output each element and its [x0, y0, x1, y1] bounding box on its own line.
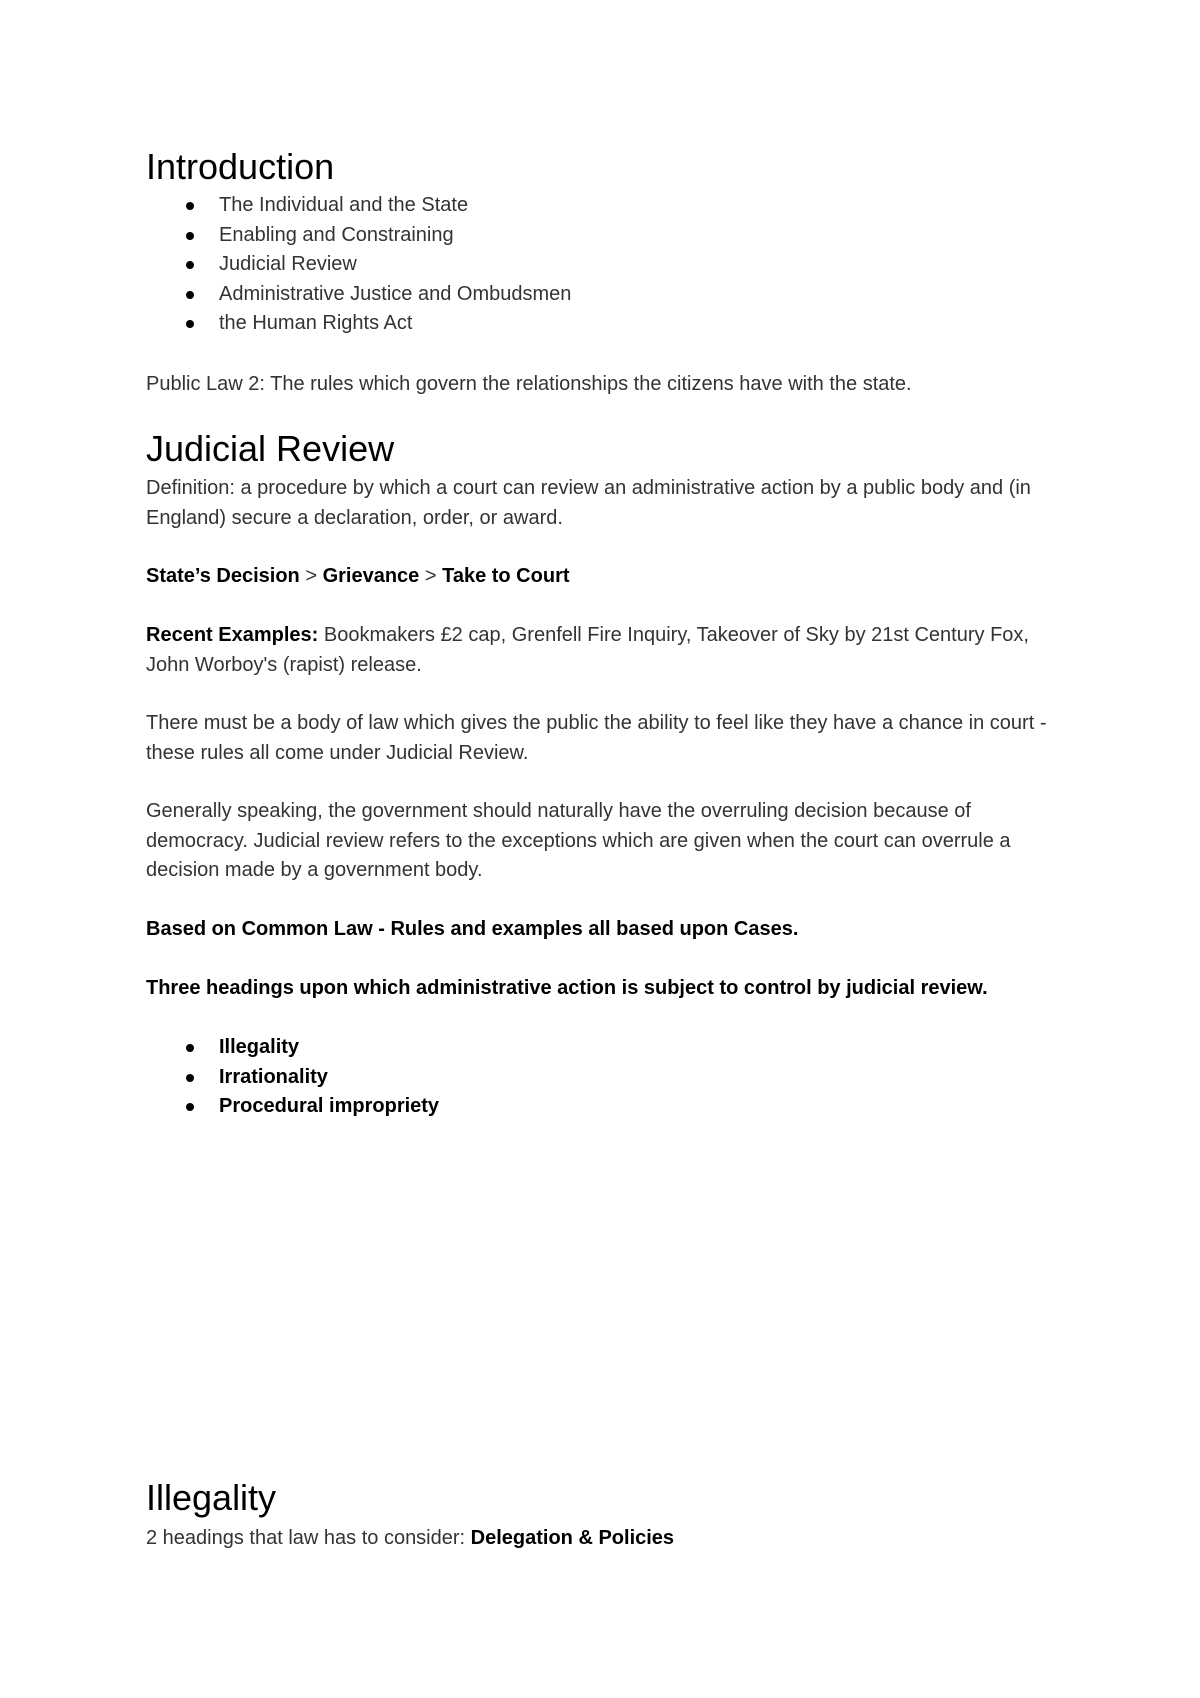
intro-topic-list [146, 191, 571, 339]
bullet-icon [186, 1074, 194, 1082]
bullet-icon [186, 232, 194, 240]
list-item: Enabling and Constraining [146, 221, 571, 251]
illegality-lead-paragraph: 2 headings that law has to consider: Delegation & Policies [146, 1527, 675, 1549]
list-item: Illegality [146, 1033, 439, 1063]
definition-paragraph: Definition: a procedure by which a court can review an administrative action by a public body and (in England) secure a declaration, order, or award. [146, 477, 1031, 529]
flow-step-grievance: Grievance [322, 565, 420, 587]
recent-examples-paragraph [146, 621, 1076, 680]
bullet-icon [186, 1103, 194, 1111]
recent-examples-text: Bookmakers £2 cap, Grenfell Fire Inquiry, Takeover of Sky by 21st Century Fox, John Worboy's (rapist) release. [146, 624, 1029, 676]
flow-separator: > [419, 565, 443, 587]
list-item: Irrationality [146, 1063, 439, 1093]
bullet-icon [186, 261, 194, 269]
list-item: the Human Rights Act [146, 309, 571, 339]
heading-introduction: Introduction [146, 146, 335, 187]
heading-judicial-review: Judicial Review [146, 428, 395, 469]
flow-separator: > [299, 565, 323, 587]
bullet-icon [186, 1044, 194, 1052]
list-item: The Individual and the State [146, 191, 571, 221]
generally-speaking-paragraph: Generally speaking, the government should naturally have the overruling decision because of democracy. Judicial review refers to the exceptions which are given when the court can overrule a decision made by a government body. [146, 800, 1011, 881]
list-item: Procedural impropriety [146, 1092, 439, 1122]
decision-flow [146, 562, 1076, 592]
list-item: Judicial Review [146, 250, 571, 280]
flow-step-court: Take to Court [442, 565, 570, 587]
bullet-icon [186, 291, 194, 299]
heading-illegality: Illegality [146, 1477, 277, 1518]
public-law-paragraph: Public Law 2: The rules which govern the relationships the citizens have with the state. [146, 373, 912, 395]
recent-examples-label: Recent Examples: [146, 624, 319, 646]
bullet-icon [186, 202, 194, 210]
three-headings-paragraph: Three headings upon which administrative action is subject to control by judicial review. [146, 977, 988, 999]
bullet-icon [186, 320, 194, 328]
flow-step-decision: State’s Decision [146, 565, 300, 587]
review-headings-list [146, 1033, 439, 1122]
body-of-law-paragraph: There must be a body of law which gives the public the ability to feel like they have a chance in court - these rules all come under Judicial Review. [146, 712, 1047, 764]
list-item: Administrative Justice and Ombudsmen [146, 280, 571, 310]
common-law-paragraph: Based on Common Law - Rules and examples all based upon Cases. [146, 918, 799, 940]
